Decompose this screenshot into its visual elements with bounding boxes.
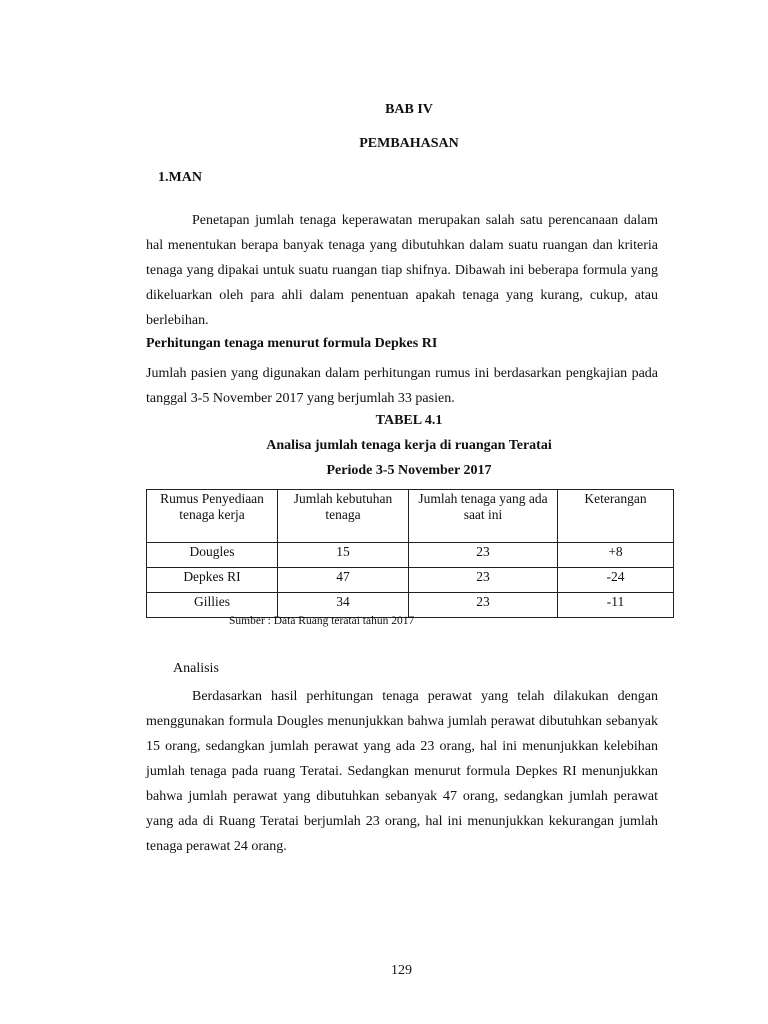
table-title: Analisa jumlah tenaga kerja di ruangan Teratai [266, 438, 552, 453]
table-cell: Dougles [147, 543, 278, 568]
analysis-label: Analisis [173, 661, 219, 676]
table-cell: +8 [558, 543, 674, 568]
table-header-cell: Jumlah kebutuhan tenaga [278, 490, 409, 543]
table-cell: 23 [409, 543, 558, 568]
table-cell: Depkes RI [147, 568, 278, 593]
table-row [147, 593, 674, 618]
table-period: Periode 3-5 November 2017 [326, 463, 492, 478]
table-cell: -11 [558, 593, 674, 618]
table-header-cell: Rumus Penyediaan tenaga kerja [147, 490, 278, 543]
table-label: TABEL 4.1 [375, 413, 443, 428]
table-cell: Gillies [147, 593, 278, 618]
patient-paragraph: Jumlah pasien yang digunakan dalam perhitungan rumus ini berdasarkan pengkajian pada tanggal 3-5 November 2017 yang berjumlah 33 pasien. [146, 366, 658, 406]
table-cell: 34 [278, 593, 409, 618]
chapter-number: BAB IV [385, 102, 433, 117]
page-number: 129 [391, 963, 412, 978]
section-heading: 1.MAN [158, 170, 202, 185]
table-header-cell: Jumlah tenaga yang ada saat ini [409, 490, 558, 543]
chapter-title: PEMBAHASAN [359, 136, 459, 151]
table-header-row [147, 490, 674, 543]
table-header-cell: Keterangan [558, 490, 674, 543]
intro-paragraph: Penetapan jumlah tenaga keperawatan merupakan salah satu perencanaan dalam hal menentukan berapa banyak tenaga yang dibutuhkan dalam suatu ruangan dan kriteria tenaga yang dipakai untuk suatu ruangan tiap shifnya. Dibawah ini beberapa formula yang dikeluarkan oleh para ahli dalam penentuan apakah tenaga yang kurang, cukup, atau berlebihan. [146, 213, 658, 328]
formula-heading: Perhitungan tenaga menurut formula Depkes RI [146, 336, 438, 351]
table-cell: 23 [409, 568, 558, 593]
table-row [147, 568, 674, 593]
staffing-table [146, 489, 674, 618]
table-cell: 47 [278, 568, 409, 593]
table-cell: 23 [409, 593, 558, 618]
analysis-paragraph: Berdasarkan hasil perhitungan tenaga perawat yang telah dilakukan dengan menggunakan formula Dougles menunjukkan bahwa jumlah perawat dibutuhkan sebanyak 15 orang, sedangkan jumlah perawat yang ada 23 orang, hal ini menunjukkan kelebihan jumlah tenaga pada ruang Teratai. Sedangkan menurut formula Depkes RI menunjukkan bahwa jumlah perawat yang dibutuhkan sebanyak 47 orang, sedangkan jumlah perawat yang ada di Ruang Teratai berjumlah 23 orang, hal ini menunjukkan kekurangan jumlah tenaga perawat 24 orang. [146, 689, 658, 854]
table-row [147, 543, 674, 568]
table-cell: -24 [558, 568, 674, 593]
table-source: Sumber : Data Ruang teratai tahun 2017 [229, 615, 415, 627]
table-cell: 15 [278, 543, 409, 568]
